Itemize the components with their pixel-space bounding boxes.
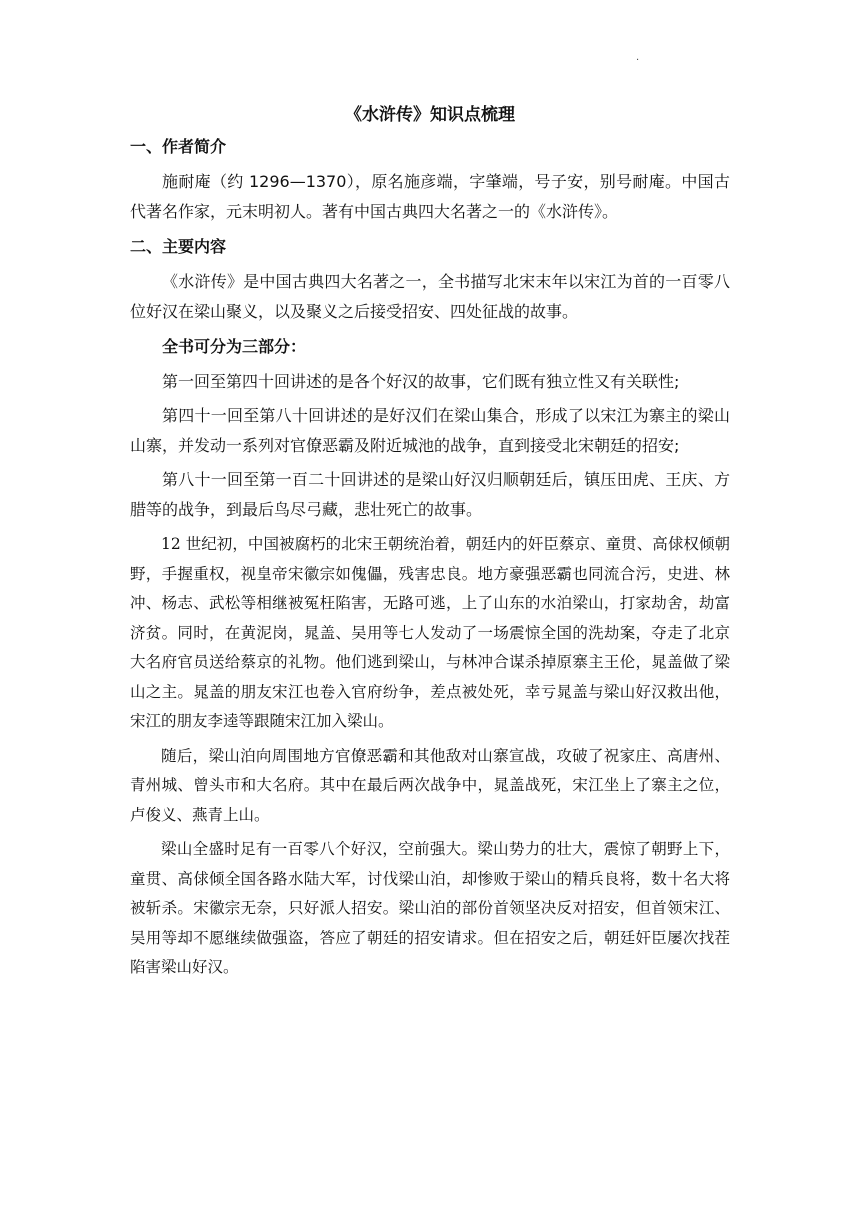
content-intro-paragraph: 《水浒传》是中国古典四大名著之一，全书描写北宋末年以宋江为首的一百零八位好汉在梁山聚义，以及聚义之后接受招安、四处征战的故事。: [130, 272, 730, 321]
part-three-paragraph: 第八十一回至第一百二十回讲述的是梁山好汉归顺朝廷后，镇压田虎、王庆、方腊等的战争，到最后鸟尽弓藏，悲壮死亡的故事。: [130, 470, 730, 519]
section-heading-author: 一、作者简介: [130, 137, 227, 156]
summary-paragraph-3: 梁山全盛时足有一百零八个好汉，空前强大。梁山势力的壮大，震惊了朝野上下，童贯、高俅倾全国各路水陆大军，讨伐梁山泊，却惨败于梁山的精兵良将，数十名大将被斩杀。宋徽宗无奈，只好派人招安。梁山泊的部份首领坚决反对招安，但首领宋江、吴用等却不愿继续做强盗，答应了朝廷的招安请求。但在招安之后，朝廷奸臣屡次找茬陷害梁山好汉。: [130, 840, 730, 976]
document-body: [130, 100, 730, 988]
document-title: 《水浒传》知识点梳理: [345, 105, 515, 125]
summary-paragraph-1: 12 世纪初，中国被腐朽的北宋王朝统治着，朝廷内的奸臣蔡京、童贯、高俅权倾朝野，手握重权，视皇帝宋徽宗如傀儡，残害忠良。地方豪强恶霸也同流合污，史进、林冲、杨志、武松等相继被冤枉陷害，无路可逃，上了山东的水泊梁山，打家劫舍，劫富济贫。同时，在黄泥岗，晁盖、吴用等七人发动了一场震惊全国的洗劫案，夺走了北京大名府官员送给蔡京的礼物。他们逃到梁山，与林冲合谋杀掉原寨主王伦，晁盖做了梁山之主。晁盖的朋友宋江也卷入官府纷争，差点被处死，幸亏晁盖与梁山好汉救出他，宋江的朋友李逵等跟随宋江加入梁山。: [130, 535, 730, 730]
header-mark: .: [636, 52, 640, 63]
summary-paragraph-2: 随后，梁山泊向周围地方官僚恶霸和其他敌对山寨宣战，攻破了祝家庄、高唐州、青州城、曾头市和大名府。其中在最后两次战争中，晁盖战死，宋江坐上了寨主之位，卢俊义、燕青上山。: [130, 746, 730, 824]
part-two-paragraph: 第四十一回至第八十回讲述的是好汉们在梁山集合，形成了以宋江为寨主的梁山山寨，并发动一系列对官僚恶霸及附近城池的战争，直到接受北宋朝廷的招安;: [130, 406, 730, 455]
parts-heading: 全书可分为三部分：: [162, 337, 307, 356]
part-one-paragraph: 第一回至第四十回讲述的是各个好汉的故事，它们既有独立性又有关联性;: [162, 372, 680, 391]
section-heading-content: 二、主要内容: [130, 237, 227, 256]
author-paragraph: 施耐庵（约 1296—1370），原名施彦端，字肇端，号子安，别号耐庵。中国古代著名作家，元末明初人。著有中国古典四大名著之一的《水浒传》。: [130, 172, 730, 221]
